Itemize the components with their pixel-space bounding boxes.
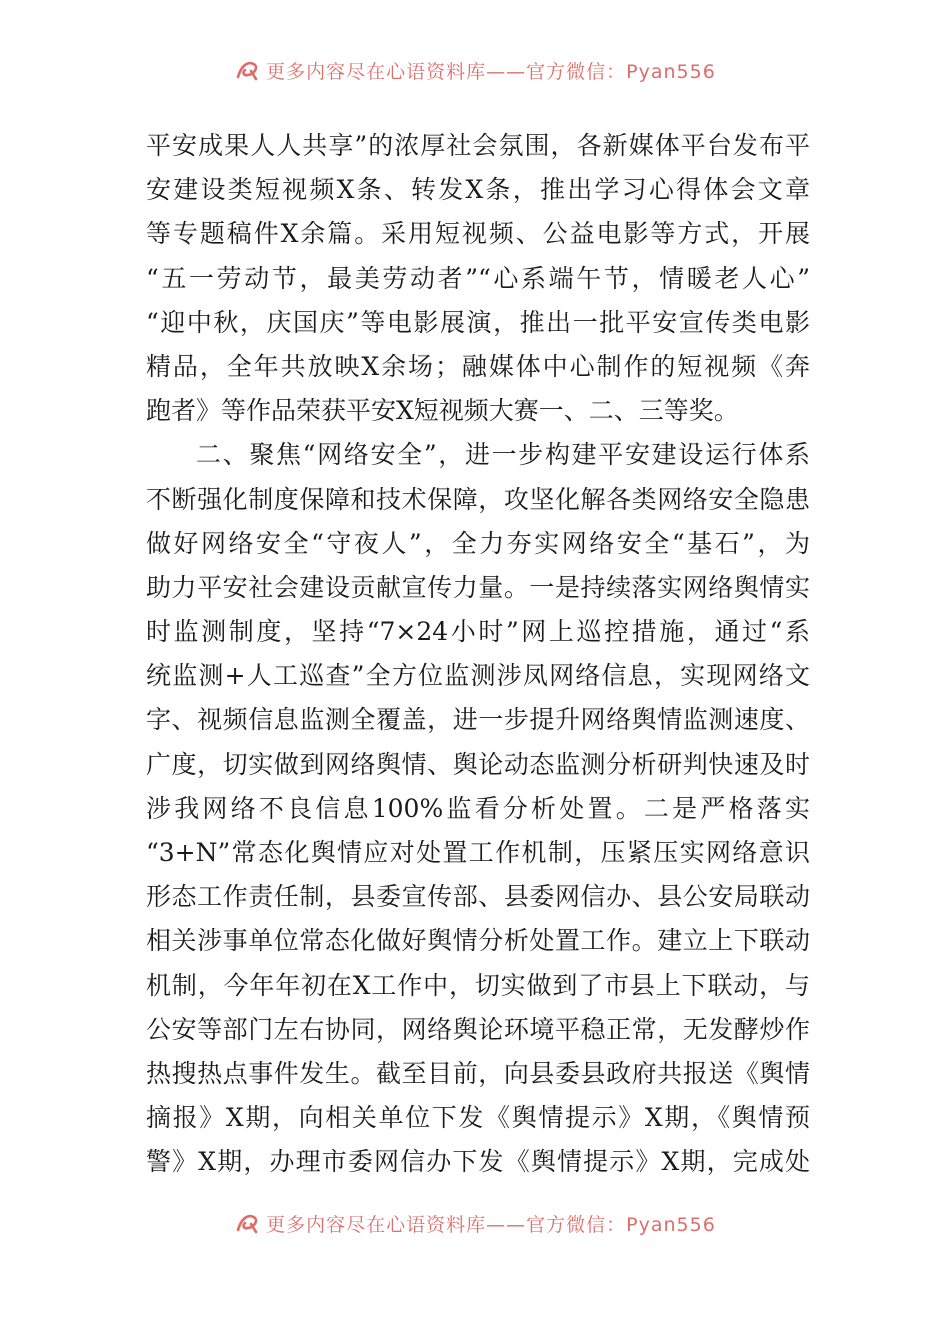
watermark-text: 更多内容尽在心语资料库——官方微信：Pyan556 [266, 60, 716, 83]
text-line: 相关涉事单位常态化做好舆情分析处置工作。建立上下联动 [146, 926, 810, 956]
watermark-header [0, 52, 950, 88]
text-line: 不断强化制度保障和技术保障，攻坚化解各类网络安全隐患 [146, 484, 810, 514]
text-line: “五一劳动节，最美劳动者”“心系端午节，情暖老人心” [146, 263, 810, 293]
text-line: 警》X期，办理市委网信办下发《舆情提示》X期，完成处 [146, 1147, 810, 1177]
text-line: 涉我网络不良信息100%监看分析处置。二是严格落实 [146, 793, 810, 823]
section-heading-line: 二、聚焦“网络安全”，进一步构建平安建设运行体系 [196, 440, 810, 470]
logo-icon [234, 1210, 260, 1236]
watermark-text: 更多内容尽在心语资料库——官方微信：Pyan556 [266, 1213, 716, 1236]
text-line: 广度，切实做到网络舆情、舆论动态监测分析研判快速及时 [146, 749, 810, 779]
text-line: 公安等部门左右协同，网络舆论环境平稳正常，无发酵炒作 [146, 1014, 810, 1044]
text-line: 做好网络安全“守夜人”，全力夯实网络安全“基石”，为 [146, 528, 810, 558]
text-line: 等专题稿件X余篇。采用短视频、公益电影等方式，开展 [146, 219, 810, 249]
text-line: 摘报》X期，向相关单位下发《舆情提示》X期，《舆情预 [146, 1103, 810, 1133]
text-line: 精品，全年共放映X余场；融媒体中心制作的短视频《奔 [146, 351, 810, 381]
text-line: “迎中秋，庆国庆”等电影展演，推出一批平安宣传类电影 [146, 307, 810, 337]
text-line: 助力平安社会建设贡献宣传力量。一是持续落实网络舆情实 [146, 572, 810, 602]
text-line: 统监测+人工巡查”全方位监测涉凤网络信息，实现网络文 [146, 661, 810, 691]
text-line: 安建设类短视频X条、转发X条，推出学习心得体会文章 [146, 175, 810, 205]
text-line: “3+N”常态化舆情应对处置工作机制，压紧压实网络意识 [146, 838, 810, 867]
text-line: 热搜热点事件发生。截至目前，向县委县政府共报送《舆情 [146, 1058, 810, 1088]
text-line: 字、视频信息监测全覆盖，进一步提升网络舆情监测速度、 [146, 705, 810, 735]
text-line: 形态工作责任制，县委宣传部、县委网信办、县公安局联动 [146, 882, 810, 912]
document-body [146, 124, 810, 1185]
watermark-footer [0, 1205, 950, 1241]
text-line: 机制，今年年初在X工作中，切实做到了市县上下联动，与 [146, 970, 810, 1000]
logo-icon [234, 57, 260, 83]
text-line: 跑者》等作品荣获平安X短视频大赛一、二、三等奖。 [146, 396, 739, 426]
text-line: 时监测制度，坚持“7×24小时”网上巡控措施，通过“系 [146, 617, 810, 647]
text-line: 平安成果人人共享”的浓厚社会氛围，各新媒体平台发布平 [146, 131, 810, 160]
